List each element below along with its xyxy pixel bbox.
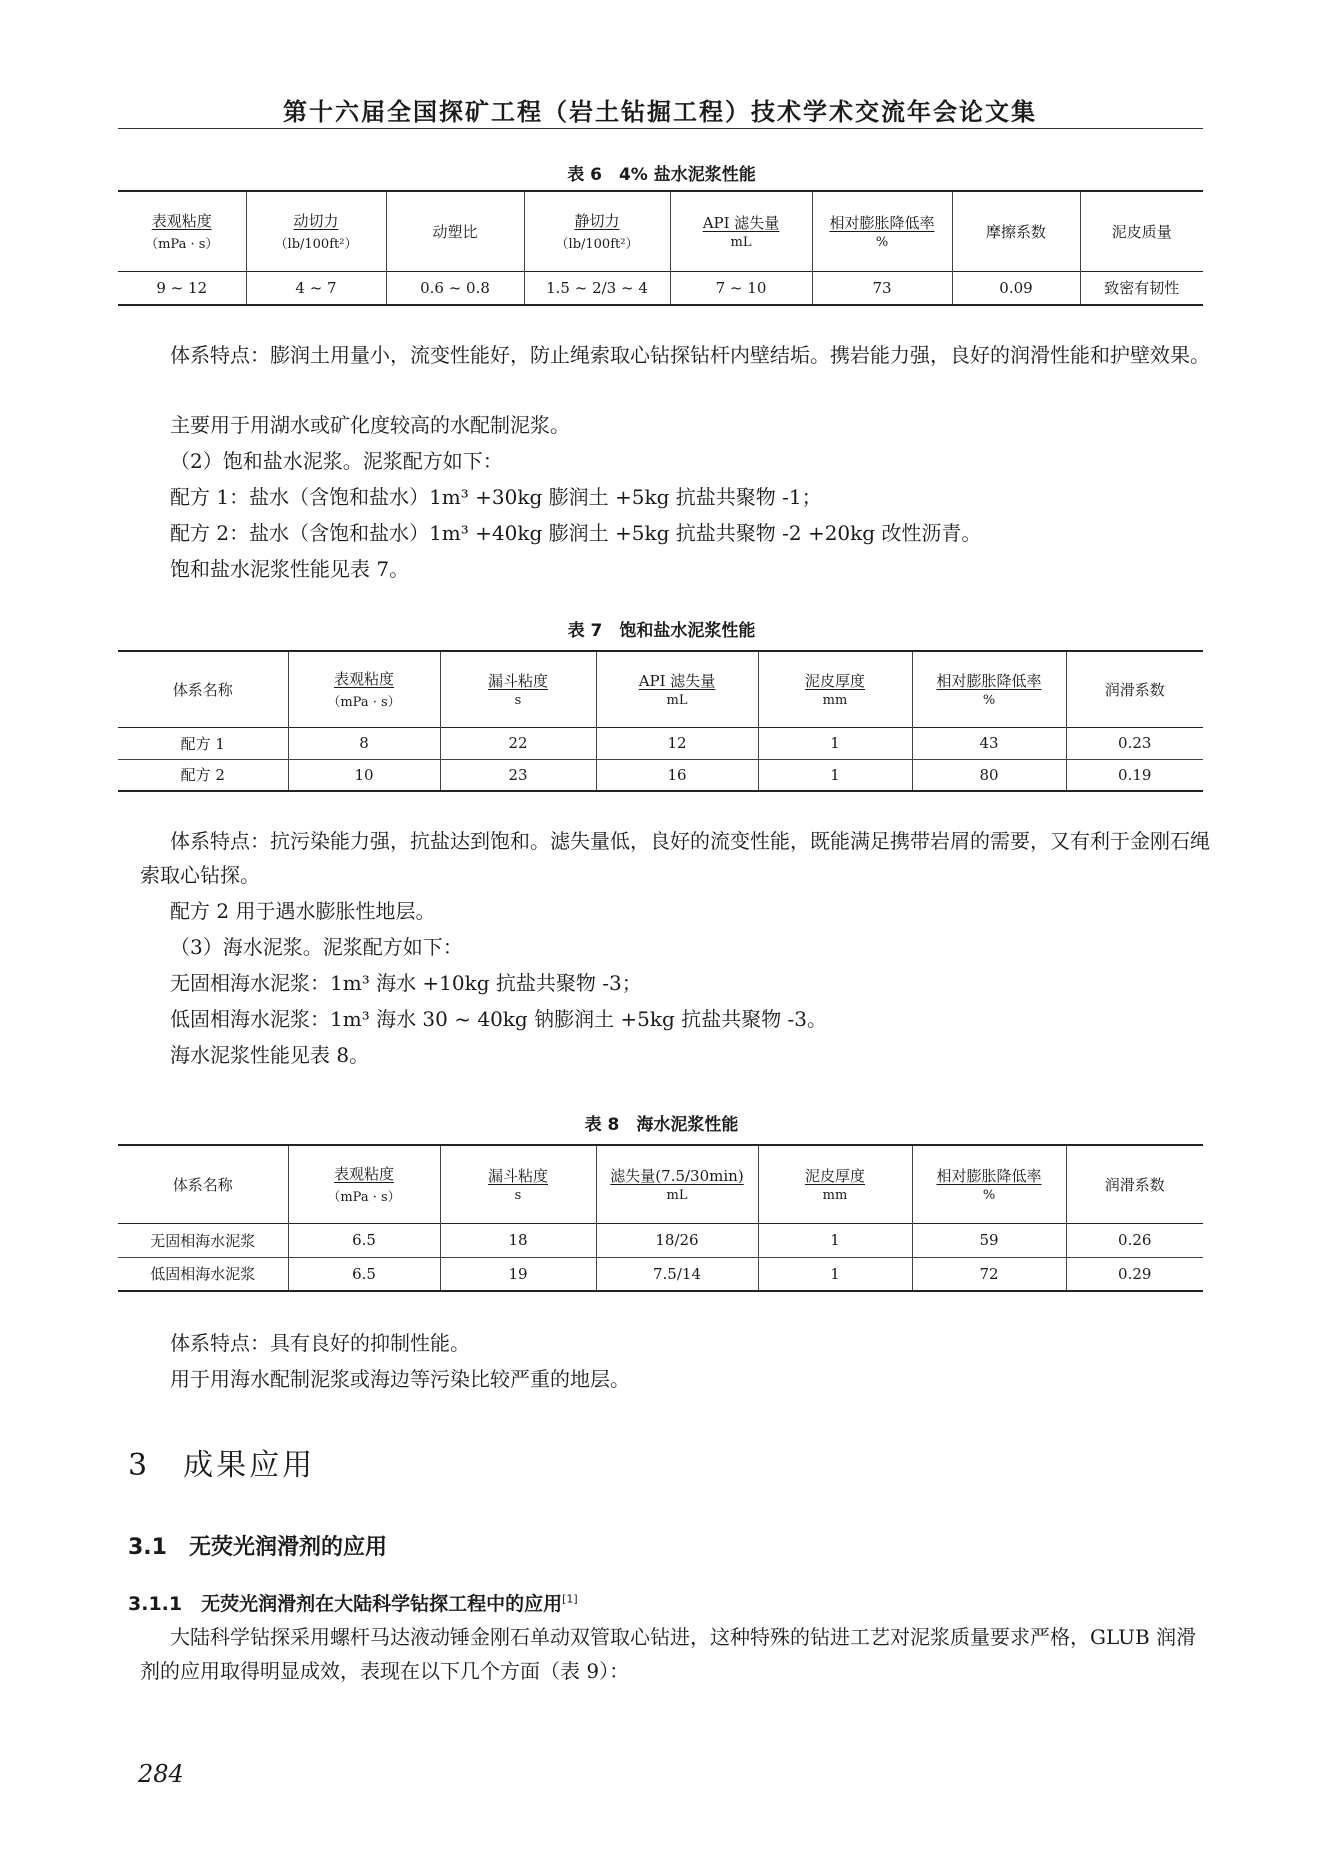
table-cell: 12: [596, 727, 758, 759]
running-header: 第十六届全国探矿工程（岩土钻掘工程）技术学术交流年会论文集: [283, 97, 1037, 126]
table8-header-unit: mm: [822, 1188, 848, 1204]
table6-header-label: 动切力: [293, 212, 339, 231]
table-cell: 1: [758, 1257, 912, 1291]
paragraph-seawater-intro: （3）海水泥浆。泥浆配方如下：: [170, 935, 463, 959]
table6-header-0: [118, 191, 246, 271]
table6-header-label: 静切力: [574, 212, 620, 231]
table6-header-label: API 滤失量: [702, 214, 780, 233]
table8-header-3: [596, 1145, 758, 1223]
table8-header-label: 润滑系数: [1104, 1175, 1165, 1194]
table6-header-unit: %: [875, 235, 889, 251]
table7-header-label: 表观粘度: [333, 670, 394, 689]
table6-header-5: [812, 191, 952, 271]
table8-header-unit: mL: [666, 1188, 688, 1204]
table8-header-0: [118, 1145, 288, 1223]
table-cell: 18: [440, 1223, 596, 1257]
table8-header-unit: %: [982, 1188, 996, 1204]
table-cell: 9 ~ 12: [156, 278, 208, 297]
paragraph-see-table8: 海水泥浆性能见表 8。: [170, 1043, 370, 1067]
table7-header-4: [758, 651, 912, 727]
table7-header-unit: mm: [822, 693, 848, 709]
table-cell: 致密有韧性: [1080, 271, 1203, 305]
table7-header-0: [118, 651, 288, 727]
paragraph-system-features-2: 体系特点：抗污染能力强，抗盐达到饱和。滤失量低，良好的流变性能，既能满足携带岩屑的需要，又有利于金刚石绳索取心钻探。: [140, 829, 1210, 887]
table-cell: 0.26: [1066, 1223, 1203, 1257]
paragraph-formula-1: 配方 1：盐水（含饱和盐水）1m³ +30kg 膨润土 +5kg 抗盐共聚物 -1；: [170, 485, 822, 509]
paragraph-saturated-intro: （2）饱和盐水泥浆。泥浆配方如下：: [170, 449, 503, 473]
table-cell: 1: [758, 1223, 912, 1257]
table-cell: 无固相海水泥浆: [150, 1231, 256, 1250]
table-cell: 8: [288, 727, 440, 759]
table-cell: 6.5: [288, 1257, 440, 1291]
table7-header-label: 体系名称: [172, 680, 233, 699]
table6-header-unit: mL: [730, 235, 752, 251]
table-cell: 配方 2: [180, 766, 225, 785]
table-cell: 19: [440, 1257, 596, 1291]
table7-header-6: [1066, 651, 1203, 727]
paragraph-usage-3: 用于用海水配制泥浆或海边等污染比较严重的地层。: [170, 1367, 630, 1391]
table8-caption: 表 8 海水泥浆性能: [584, 1115, 739, 1135]
paragraph-usage-1: 主要用于用湖水或矿化度较高的水配制泥浆。: [170, 413, 570, 437]
table6-header-label: 动塑比: [432, 222, 478, 241]
table-cell: 23: [440, 759, 596, 791]
section-3-1-1-heading: [128, 1589, 578, 1616]
paragraph-formula-2: 配方 2：盐水（含饱和盐水）1m³ +40kg 膨润土 +5kg 抗盐共聚物 -2 +20kg 改性沥青。: [170, 521, 982, 545]
paragraph-formula2-usage: 配方 2 用于遇水膨胀性地层。: [170, 899, 436, 923]
table6-header-6: [952, 191, 1080, 271]
table-cell: 4 ~ 7: [246, 271, 386, 305]
table8-header-4: [758, 1145, 912, 1223]
table-cell: 0.19: [1066, 759, 1203, 791]
table8-header-label: 滤失量(7.5/30min): [610, 1167, 744, 1186]
table6-header-label: 相对膨胀降低率: [829, 214, 935, 233]
table7-header-label: 相对膨胀降低率: [936, 672, 1042, 691]
table-row: [118, 1257, 1203, 1291]
section-3-1-1-title: 3.1.1 无荧光润滑剂在大陆科学钻探工程中的应用: [128, 1593, 563, 1615]
table6-header-unit: （lb/100ft²）: [555, 237, 639, 253]
table7-header-5: [912, 651, 1066, 727]
table-cell: 7 ~ 10: [670, 271, 812, 305]
table6: [118, 190, 1203, 306]
header-rule: [118, 128, 1203, 129]
table6-header-unit: （lb/100ft²）: [274, 237, 358, 253]
page-number: 284: [138, 1760, 184, 1788]
table8-header-label: 表观粘度: [333, 1165, 394, 1184]
table-cell: 1.5 ~ 2/3 ~ 4: [524, 271, 670, 305]
table8-header-6: [1066, 1145, 1203, 1223]
table8-header-unit: s: [514, 1188, 522, 1204]
table-cell: 7.5/14: [596, 1257, 758, 1291]
table-row: [118, 727, 1203, 759]
paragraph-solid-free-formula: 无固相海水泥浆：1m³ 海水 +10kg 抗盐共聚物 -3；: [170, 971, 642, 995]
paragraph-continental-drilling: 大陆科学钻探采用螺杆马达液动锤金刚石单动双管取心钻进，这种特殊的钻进工艺对泥浆质量要求严格，GLUB 润滑剂的应用取得明显成效，表现在以下几个方面（表 9）：: [140, 1625, 1197, 1683]
table7-header-label: 漏斗粘度: [487, 672, 548, 691]
table-cell: 18/26: [596, 1223, 758, 1257]
table7: [118, 650, 1203, 792]
table8: [118, 1144, 1203, 1292]
table8-header-1: [288, 1145, 440, 1223]
table7-header-3: [596, 651, 758, 727]
table-cell: 10: [288, 759, 440, 791]
table-cell: 0.29: [1066, 1257, 1203, 1291]
table-cell: 1: [758, 759, 912, 791]
table6-header-label: 表观粘度: [151, 212, 212, 231]
table8-header-label: 泥皮厚度: [804, 1167, 865, 1186]
paragraph-low-solid-formula: 低固相海水泥浆：1m³ 海水 30 ~ 40kg 钠膨润土 +5kg 抗盐共聚物 -3。: [170, 1007, 828, 1031]
table6-header-2: [386, 191, 524, 271]
table-cell: 低固相海水泥浆: [150, 1265, 256, 1284]
table6-header-label: 泥皮质量: [1111, 222, 1172, 241]
table-cell: 22: [440, 727, 596, 759]
table7-header-1: [288, 651, 440, 727]
citation-ref: [1]: [562, 1592, 578, 1606]
section-3-1-heading: 3.1 无荧光润滑剂的应用: [128, 1535, 387, 1560]
table8-header-label: 体系名称: [172, 1175, 233, 1194]
table-cell: 0.6 ~ 0.8: [386, 271, 524, 305]
table-row: [118, 1223, 1203, 1257]
table-cell: 0.09: [952, 271, 1080, 305]
table-cell: 配方 1: [180, 734, 225, 753]
table7-header-label: 润滑系数: [1104, 680, 1165, 699]
table6-caption: 表 6 4% 盐水泥浆性能: [567, 165, 756, 185]
table6-header-label: 摩擦系数: [985, 222, 1046, 241]
paragraph-see-table7: 饱和盐水泥浆性能见表 7。: [170, 557, 410, 581]
table8-header-unit: （mPa · s）: [327, 1190, 401, 1206]
table-row: [118, 271, 1203, 305]
section-3-heading: 3 成果应用: [128, 1448, 316, 1483]
table8-header-label: 漏斗粘度: [487, 1167, 548, 1186]
table-row: [118, 759, 1203, 791]
table6-header-7: [1080, 191, 1203, 271]
table-cell: 0.23: [1066, 727, 1203, 759]
table8-header-2: [440, 1145, 596, 1223]
table-cell: 73: [812, 271, 952, 305]
table-cell: 43: [912, 727, 1066, 759]
table7-header-label: 泥皮厚度: [804, 672, 865, 691]
table7-header-unit: （mPa · s）: [327, 695, 401, 711]
table-cell: 16: [596, 759, 758, 791]
table8-header-label: 相对膨胀降低率: [936, 1167, 1042, 1186]
table7-caption: 表 7 饱和盐水泥浆性能: [567, 621, 756, 641]
table7-header-unit: mL: [666, 693, 688, 709]
table-cell: 59: [912, 1223, 1066, 1257]
table8-header-5: [912, 1145, 1066, 1223]
table6-header-4: [670, 191, 812, 271]
table6-header-1: [246, 191, 386, 271]
table7-header-unit: s: [514, 693, 522, 709]
paragraph-system-features-1: 体系特点：膨润土用量小，流变性能好，防止绳索取心钻探钻杆内壁结垢。携岩能力强，良好的润滑性能和护壁效果。: [170, 343, 1210, 367]
table-cell: 72: [912, 1257, 1066, 1291]
table6-header-3: [524, 191, 670, 271]
table-cell: 1: [758, 727, 912, 759]
paragraph-system-features-3: 体系特点：具有良好的抑制性能。: [170, 1331, 470, 1355]
table7-header-unit: %: [982, 693, 996, 709]
table-cell: 6.5: [288, 1223, 440, 1257]
table7-header-label: API 滤失量: [638, 672, 716, 691]
table7-header-2: [440, 651, 596, 727]
table-cell: 80: [912, 759, 1066, 791]
table6-header-unit: （mPa · s）: [145, 237, 219, 253]
